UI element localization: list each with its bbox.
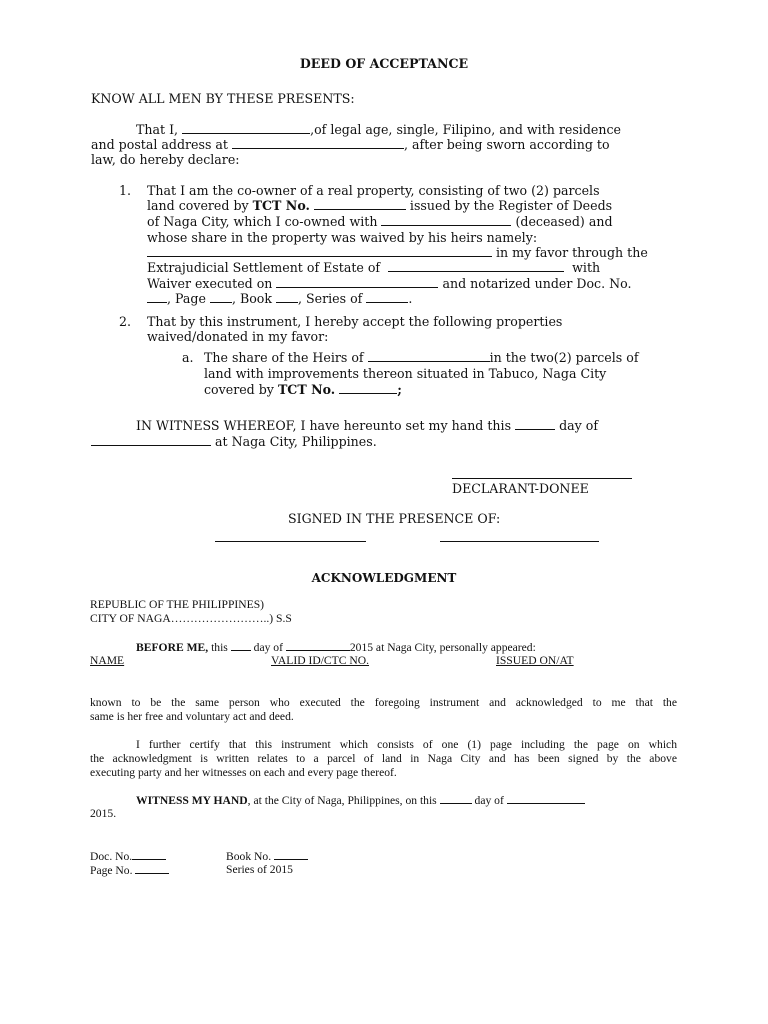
- item-1-line-5: [147, 245, 648, 261]
- item-text: covered by: [204, 382, 274, 397]
- city-line: CITY OF NAGA……………………..) S.S: [90, 612, 292, 625]
- before-me-bold: BEFORE ME,: [136, 641, 209, 654]
- coowner-blank: [381, 214, 511, 226]
- column-name: NAME: [90, 654, 125, 667]
- day-blank: [231, 640, 251, 651]
- intro-line-1: [136, 122, 621, 138]
- intro-text: , after being sworn according to: [404, 137, 610, 152]
- item-text: (deceased) and: [515, 214, 613, 229]
- item-text: issued by the Register of Deeds: [409, 198, 613, 213]
- page-blank: [210, 291, 232, 303]
- item-2a-line-1: [204, 350, 638, 366]
- item-text: , Page: [167, 291, 206, 306]
- republic-line: REPUBLIC OF THE PHILIPPINES): [90, 598, 265, 611]
- known-line-1: known to be the same person who executed the foregoing instrument and acknowledged to me that the: [90, 696, 677, 709]
- notarial-text: Page No.: [90, 864, 133, 877]
- deed-title: DEED OF ACCEPTANCE: [299, 56, 469, 71]
- item-text: The share of the Heirs of: [204, 350, 364, 365]
- address-blank: [232, 137, 404, 149]
- item-1-line-4: whose share in the property was waived by his heirs namely:: [147, 230, 538, 245]
- item-1-line-3: [147, 214, 613, 230]
- ack-text: 2015 at Naga City, personally appeared:: [349, 641, 536, 654]
- month-blank: [286, 640, 350, 651]
- tct-blank: [314, 198, 406, 210]
- series-blank: [366, 291, 408, 303]
- item-1-line-1: That I am the co-owner of a real property, consisting of two (2) parcels: [147, 183, 600, 198]
- column-issued: ISSUED ON/AT: [496, 654, 574, 667]
- page-no-line: [90, 863, 169, 878]
- page-no-blank: [135, 863, 169, 874]
- signed-presence-label: SIGNED IN THE PRESENCE OF:: [288, 511, 501, 526]
- intro-line-3: law, do hereby declare:: [91, 152, 240, 167]
- item-2-line-1: That by this instrument, I hereby accept the following properties: [147, 314, 563, 329]
- item-text: ;: [397, 382, 402, 397]
- item-text: of Naga City, which I co-owned with: [147, 214, 378, 229]
- day-blank: [440, 793, 472, 804]
- doc-no-line: [90, 849, 166, 864]
- opening-line: KNOW ALL MEN BY THESE PRESENTS:: [91, 91, 355, 106]
- doc-no-blank: [132, 849, 166, 860]
- item-1-line-7: [147, 276, 631, 292]
- tct-label: TCT No.: [252, 198, 310, 213]
- witness-text: IN WITNESS WHEREOF, I have hereunto set my hand this: [136, 418, 512, 433]
- item-text: with: [572, 260, 601, 275]
- ack-text: day of: [253, 641, 283, 654]
- tct-blank: [339, 382, 397, 394]
- intro-text: That I,: [136, 122, 179, 137]
- declarant-signature-line: [452, 478, 632, 479]
- item-2a-line-3: [204, 382, 402, 398]
- item-text: and notarized under Doc. No.: [442, 276, 632, 291]
- tct-label: TCT No.: [277, 382, 336, 397]
- book-blank: [276, 291, 298, 303]
- month-blank: [507, 793, 585, 804]
- intro-line-2: [91, 137, 610, 153]
- item-1-line-2: [147, 198, 612, 214]
- item-text: .: [408, 291, 413, 306]
- waiver-date-blank: [276, 276, 438, 288]
- witness-hand-bold: WITNESS MY HAND: [136, 794, 248, 807]
- witness-line-2: [91, 434, 377, 450]
- item-2a-number: a.: [182, 350, 194, 365]
- item-text: in the two(2) parcels of: [489, 350, 639, 365]
- item-text: Waiver executed on: [147, 276, 273, 291]
- acknowledgment-title: ACKNOWLEDGMENT: [311, 571, 457, 585]
- certify-line-1: I further certify that this instrument which consists of one (1) page including the page on which: [136, 738, 677, 751]
- item-2-number: 2.: [119, 314, 132, 329]
- series-line: Series of 2015: [226, 863, 293, 876]
- item-1-number: 1.: [119, 183, 132, 198]
- witness-text: day of: [559, 418, 599, 433]
- witness-hand-line: [136, 793, 585, 808]
- book-no-line: [226, 849, 308, 864]
- before-me-line: [136, 640, 536, 655]
- declarant-label: DECLARANT-DONEE: [452, 481, 589, 496]
- witness-hand-year: 2015.: [90, 807, 117, 820]
- item-text: in my favor through the: [496, 245, 648, 260]
- intro-text: and postal address at: [91, 137, 228, 152]
- heirs-blank: [147, 245, 492, 257]
- item-1-line-6: [147, 260, 600, 276]
- witness-text: at Naga City, Philippines.: [215, 434, 377, 449]
- heirs-of-blank: [368, 350, 490, 362]
- notarial-text: Book No.: [226, 850, 272, 863]
- item-text: , Series of: [298, 291, 363, 306]
- day-blank: [515, 418, 555, 430]
- month-blank: [91, 434, 211, 446]
- item-2-line-2: waived/donated in my favor:: [147, 329, 329, 344]
- witness-line-1: [136, 418, 598, 434]
- item-text: Extrajudicial Settlement of Estate of: [147, 260, 381, 275]
- ack-text: this: [211, 641, 228, 654]
- item-text: , Book: [231, 291, 273, 306]
- ack-text: day of: [474, 794, 504, 807]
- known-line-2: same is her free and voluntary act and deed.: [90, 710, 294, 723]
- certify-line-2: the acknowledgment is written relates to a parcel of land in Naga City and has been signed by the above: [90, 752, 677, 765]
- doc-blank: [147, 291, 167, 303]
- column-valid-id: VALID ID/CTC NO.: [271, 654, 370, 667]
- estate-blank: [388, 260, 564, 272]
- notarial-text: Doc. No.: [90, 850, 133, 863]
- name-blank: [182, 122, 310, 134]
- item-2a-line-2: land with improvements thereon situated in Tabuco, Naga City: [204, 366, 607, 381]
- witness-1-signature-line: [215, 541, 366, 542]
- ack-text: , at the City of Naga, Philippines, on this: [247, 794, 437, 807]
- witness-2-signature-line: [440, 541, 599, 542]
- book-no-blank: [274, 849, 308, 860]
- item-text: land covered by: [147, 198, 249, 213]
- certify-line-3: executing party and her witnesses on each and every page thereof.: [90, 766, 397, 779]
- intro-text: ,of legal age, single, Filipino, and with residence: [310, 122, 621, 137]
- item-1-line-8: [147, 291, 412, 307]
